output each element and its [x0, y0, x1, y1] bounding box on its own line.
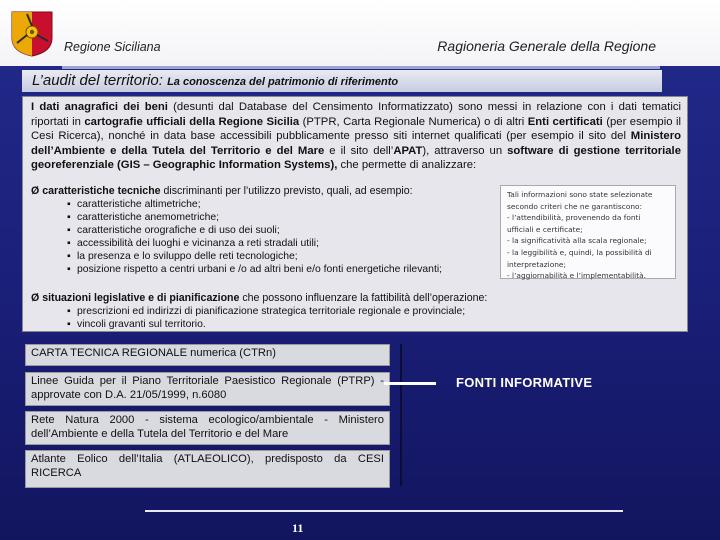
- source-box-ptpr: Linee Guida per il Piano Territoriale Paesistico Regionale (PTRP) - approvate con D.A. 21/05/1999, n.6080: [25, 372, 390, 406]
- list-item: [67, 199, 201, 210]
- content-box: [22, 96, 688, 332]
- source-box-natura2000: Rete Natura 2000 - sistema ecologico/ambientale - Ministero dell’Ambiente e della Tutela del Territorio e del Mare: [25, 411, 390, 445]
- info-line: - la significatività alla scala regionale;: [507, 236, 647, 246]
- intro-text-2: (PTPR, Carta Regionale Numerica) o di altri: [299, 115, 528, 128]
- section-technical: [31, 185, 413, 197]
- slide-title: [32, 72, 398, 89]
- list-item: [67, 264, 442, 275]
- department-name: Ragioneria Generale della Regione: [437, 38, 656, 54]
- list-item: [67, 212, 219, 223]
- intro-text-3: (per esempio il Cesi Ricerca), nonché in data base accessibili pubblicamente presso siti internet qualificati (per esempio il sito del: [31, 115, 681, 143]
- source-box-ctrn: CARTA TECNICA REGIONALE numerica (CTRn): [25, 344, 390, 366]
- intro-text-4: e il sito dell’: [324, 144, 394, 157]
- bullet-icon: ▪: [67, 251, 71, 262]
- section-legislative: [31, 292, 487, 304]
- section-legislative-title: situazioni legislative e di pianificazione: [42, 292, 240, 304]
- bullet-icon: ▪: [67, 238, 71, 249]
- bullet-icon: ▪: [67, 225, 71, 236]
- list-item: [67, 225, 280, 236]
- intro-text-1: (desunti dal Database del Censimento Informatizzato) sono messi in relazione con i dati tematici riportati in: [31, 101, 681, 128]
- sources-label: FONTI INFORMATIVE: [456, 375, 593, 390]
- list-item: [67, 306, 465, 317]
- info-line: Tali informazioni sono state selezionate: [507, 190, 653, 199]
- info-line: interpretazione;: [507, 259, 566, 269]
- header: [0, 0, 720, 66]
- region-name: Regione Siciliana: [64, 40, 161, 54]
- bullet-icon: ▪: [67, 264, 71, 275]
- list-item: [67, 251, 298, 262]
- info-line: secondo criteri che ne garantiscono:: [507, 201, 643, 211]
- page-number: 11: [292, 521, 304, 535]
- intro-paragraph: [31, 100, 681, 173]
- intro-text-5: ), attraverso un: [422, 144, 508, 157]
- info-line: - l’attendibilità, provenendo da fonti: [507, 213, 641, 223]
- source-box-atlaeolico: Atlante Eolico dell’Italia (ATLAEOLICO), predisposto da CESI RICERCA: [25, 450, 390, 488]
- section-legislative-text: che possono influenzare la fattibilità dell’operazione:: [239, 292, 488, 304]
- bullet-icon: ▪: [67, 199, 71, 210]
- bullet-icon: ▪: [67, 212, 71, 223]
- intro-bold-4: Ministero dell’Ambiente e della Tutela del Territorio e del Mare: [31, 130, 681, 157]
- list-item-text: accessibilità dei luoghi e vicinanza a reti stradali utili;: [77, 238, 319, 249]
- arrow-icon: Ø: [31, 292, 40, 304]
- list-item-text: vincoli gravanti sul territorio.: [77, 319, 206, 330]
- intro-bold-2: cartografie ufficiali della Regione Sicilia: [84, 115, 300, 128]
- intro-bold-3: Enti certificati: [527, 115, 603, 128]
- list-item-text: caratteristiche altimetriche;: [77, 199, 201, 210]
- section-technical-text: discriminanti per l’utilizzo previsto, quali, ad esempio:: [160, 185, 413, 197]
- list-item-text: la presenza e lo sviluppo delle reti tecnologiche;: [77, 251, 298, 262]
- intro-bold-6: software di gestione territoriale georeferenziale (GIS – Geographic Information Systems),: [31, 144, 681, 172]
- list-item: [67, 319, 206, 330]
- info-line: - la leggibilità e, quindi, la possibilità di: [507, 247, 652, 257]
- trinacria-emblem-icon: [8, 8, 56, 58]
- section-technical-title: caratteristiche tecniche: [42, 185, 161, 197]
- slide-title-secondary: La conoscenza del patrimonio di riferimento: [167, 76, 399, 88]
- info-line: ufficiali e certificate;: [507, 224, 583, 234]
- list-item: [67, 238, 319, 249]
- list-item-text: caratteristiche anemometriche;: [77, 212, 220, 223]
- connector-vertical-line: [400, 344, 402, 486]
- intro-text-6: che permette di analizzare:: [337, 159, 477, 172]
- footer-divider: [145, 510, 623, 512]
- info-callout: [500, 185, 676, 279]
- info-line: - l’aggiornabilità e l’implementabilità.: [507, 271, 646, 281]
- arrow-icon: Ø: [31, 185, 40, 197]
- slide-title-main: L’audit del territorio:: [32, 72, 163, 89]
- bullet-icon: ▪: [67, 306, 71, 317]
- list-item-text: caratteristiche orografiche e di uso dei suoli;: [77, 225, 280, 236]
- connector-horizontal-line: [384, 382, 436, 385]
- list-item-text: posizione rispetto a centri urbani e /o ad altri beni e/o fonti energetiche rilevanti;: [77, 264, 443, 275]
- bullet-icon: ▪: [67, 319, 71, 330]
- header-underline: [62, 66, 660, 69]
- intro-bold-1: I dati anagrafici dei beni: [31, 101, 168, 113]
- intro-bold-5: APAT: [393, 144, 423, 157]
- list-item-text: prescrizioni ed indirizzi di pianificazione strategica territoriale regionale e provinciale;: [77, 306, 466, 317]
